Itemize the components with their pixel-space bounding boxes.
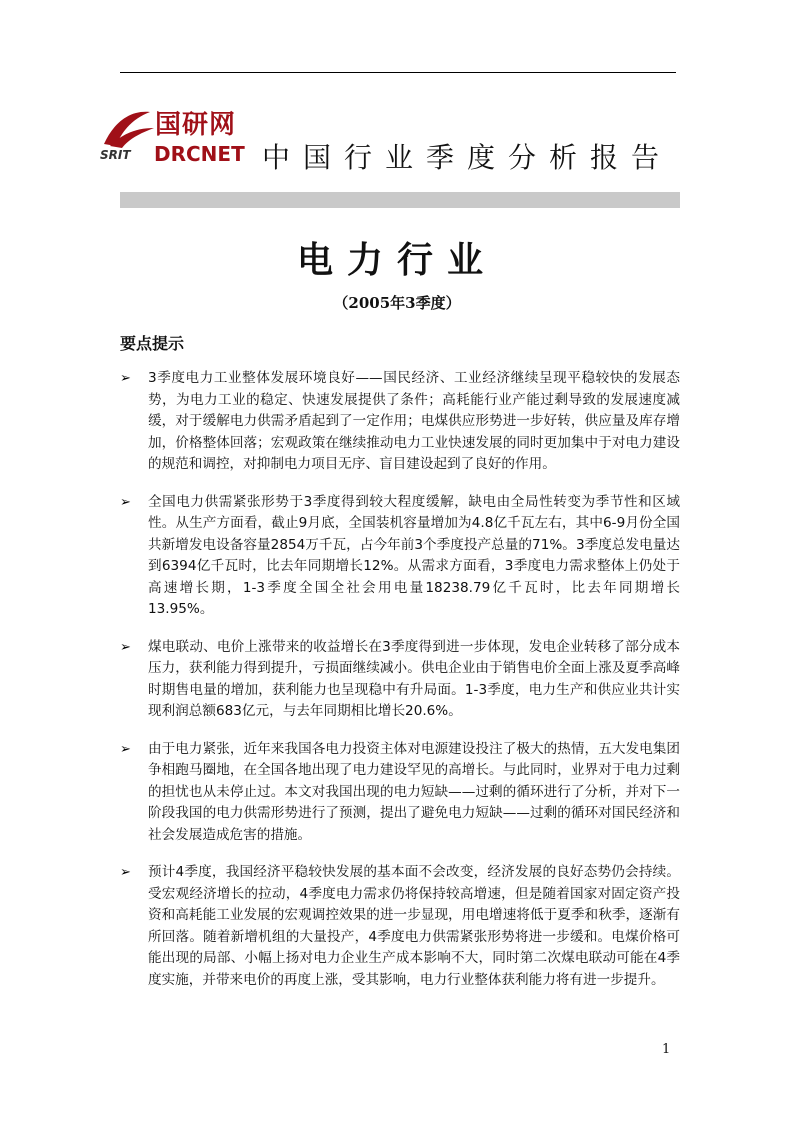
header-divider-bar (120, 192, 680, 208)
list-item (120, 368, 680, 476)
series-title: 中国行业季度分析报告 (262, 141, 673, 174)
header-rule (120, 72, 676, 73)
report-title: 电力行业 (296, 240, 497, 281)
logo-drcnet-text: DRCNET (154, 142, 245, 166)
list-item (120, 739, 680, 847)
list-item (120, 492, 680, 621)
bullet-text: 预计4季度，我国经济平稳较快发展的基本面不会改变，经济发展的良好态势仍会持续。受宏观经济增长的拉动，4季度电力需求仍将保持较高增速，但是随着国家对固定资产投资和高耗能工业发展的宏观调控效果的进一步显现，用电增速将低于夏季和秋季，逐渐有所回落。随着新增机组的大量投产，4季度电力供需紧张形势将进一步缓和。电煤价格可能出现的局部、小幅上扬对电力企业生产成本影响不大，同时第二次煤电联动可能在4季度实施，并带来电价的再度上涨，受其影响，电力行业整体获利能力将有进一步提升。 (148, 864, 680, 988)
arrow-bullet-icon: ➢ (120, 639, 131, 655)
arrow-bullet-icon: ➢ (120, 741, 131, 757)
logo-cn-text: 国研网 (155, 110, 237, 140)
drcnet-logo (100, 104, 260, 164)
page-number: 1 (662, 1042, 671, 1057)
arrow-bullet-icon: ➢ (120, 371, 131, 386)
arrow-bullet-icon: ➢ (120, 865, 131, 880)
bullet-text: 全国电力供需紧张形势于3季度得到较大程度缓解，缺电由全局性转变为季节性和区域性。从生产方面看，截止9月底，全国装机容量增加为4.8亿千瓦左右，其中6-9月份全国共新增发电设备容量2854万千瓦，占今年前3个季度投产总量的71%。3季度总发电量达到6394亿千瓦时，比去年同期增长12%。从需求方面看，3季度电力需求整体上仍处于高速增长期，1-3季度全国全社会用电量18238.79亿千瓦时，比去年同期增长13.95%。 (148, 493, 680, 617)
section-heading: 要点提示 (120, 334, 185, 353)
list-item (120, 862, 680, 991)
bullet-text: 3季度电力工业整体发展环境良好——国民经济、工业经济继续呈现平稳较快的发展态势，为电力工业的稳定、快速发展提供了条件；高耗能行业产能过剩导致的发展速度减缓，对于缓解电力供需矛盾起到了一定作用；电煤供应形势进一步好转，供应量及库存增加，价格整体回落；宏观政策在继续推动电力工业快速发展的同时更加集中于对电力建设的规范和调控，对抑制电力项目无序、盲目建设起到了良好的作用。 (148, 370, 680, 472)
report-subtitle: （2005年3季度） (333, 294, 461, 312)
bullet-text: 煤电联动、电价上涨带来的收益增长在3季度得到进一步体现，发电企业转移了部分成本压力，获利能力得到提升，亏损面继续减小。供电企业由于销售电价全面上涨及夏季高峰时期售电量的增加，获利能力也呈现稳中有升局面。1-3季度，电力生产和供应业共计实现利润总额683亿元，与去年同期相比增长20.6%。 (148, 638, 680, 719)
bullet-text: 由于电力紧张，近年来我国各电力投资主体对电源建设投注了极大的热情，五大发电集团争相跑马圈地，在全国各地出现了电力建设罕见的高增长。与此同时，业界对于电力过剩的担忧也从未停止过。本文对我国出现的电力短缺——过剩的循环进行了分析，并对下一阶段我国的电力供需形势进行了预测，提出了避免电力短缺——过剩的循环对国民经济和社会发展造成危害的措施。 (148, 740, 680, 843)
arrow-bullet-icon: ➢ (120, 494, 131, 510)
logo-srit-text: SRIT (100, 148, 131, 162)
list-item (120, 637, 680, 723)
key-points-list (120, 368, 680, 1007)
